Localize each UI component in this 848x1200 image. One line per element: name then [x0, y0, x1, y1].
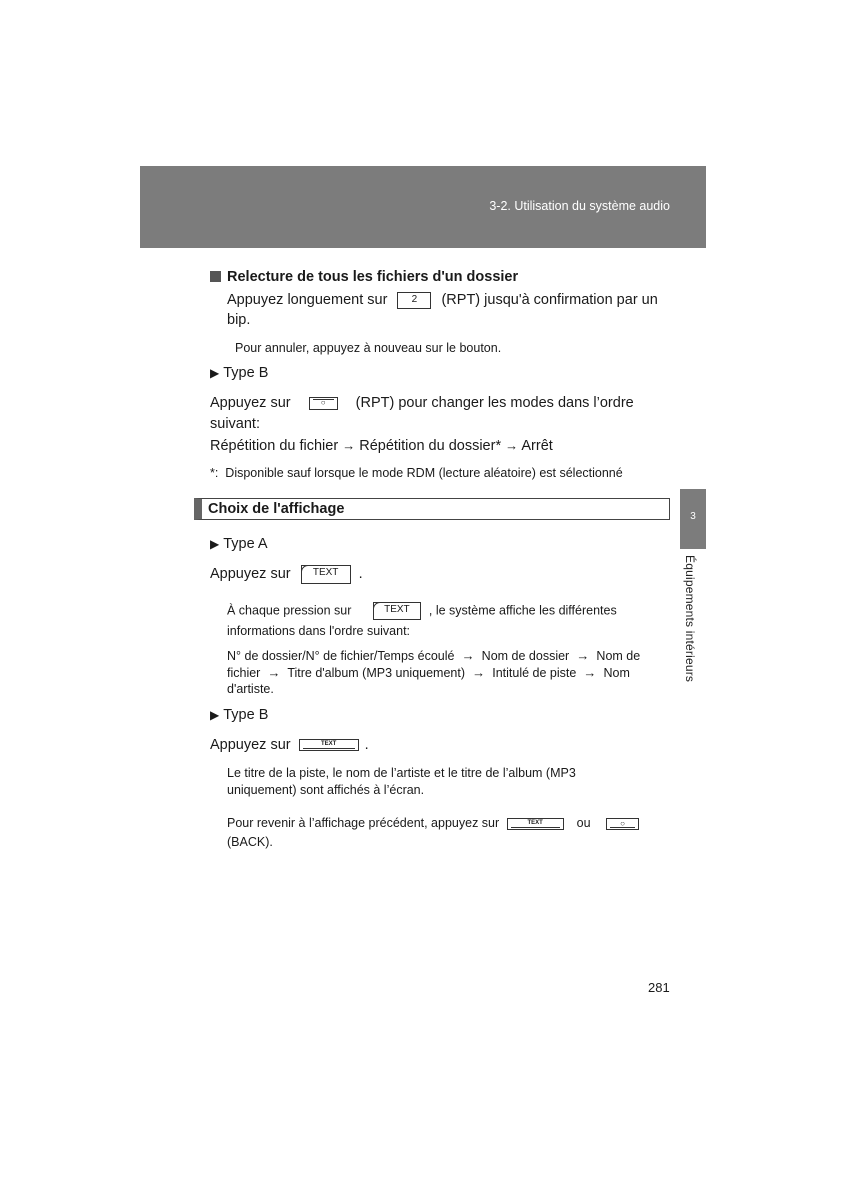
section-title-bar: [194, 498, 670, 520]
triangle-bullet-icon: ▶: [210, 366, 220, 380]
arrow-right-icon: →: [468, 665, 489, 680]
type-b-label: ▶ Type B: [210, 365, 269, 381]
instruction-type-a: Appuyez sur TEXT .: [210, 566, 363, 582]
type-b-label-2: ▶ Type B: [210, 707, 269, 723]
subsection-heading: Relecture de tous les fichiers d'un dossier: [210, 267, 518, 288]
text-button-flat-icon: TEXT: [299, 739, 359, 751]
section-title: Choix de l'affichage: [208, 501, 345, 517]
display-sequence-line1: N° de dossier/N° de fichier/Temps écoulé → Nom de dossier → Nom de: [227, 648, 641, 663]
arrow-right-icon: →: [342, 438, 356, 453]
type-a-each-press: À chaque pression sur TEXT , le système affiche les différentes: [227, 602, 667, 620]
text-button-flat-icon: TEXT: [507, 818, 564, 830]
square-bullet-icon: [210, 271, 221, 282]
instruction-type-b-text: Appuyez sur TEXT .: [210, 737, 369, 753]
instruction-type-b-line2: suivant:: [210, 416, 260, 432]
arrow-right-icon: →: [263, 665, 285, 680]
arrow-right-icon: →: [572, 648, 593, 663]
back-button-icon: ○: [606, 818, 639, 830]
instruction-rpt-end: bip.: [227, 312, 251, 328]
arrow-right-icon: →: [579, 665, 601, 680]
back-instruction: Pour revenir à l’affichage précédent, appuyez sur TEXT ou ○: [227, 815, 639, 833]
footnote: *: Disponible sauf lorsque le mode RDM (lecture aléatoire) est sélectionné: [210, 466, 623, 480]
chapter-number: 3: [690, 511, 696, 522]
display-sequence-line2: fichier → Titre d'album (MP3 uniquement) → Intitulé de piste → Nom: [227, 665, 630, 680]
display-sequence-line3: d'artiste.: [227, 682, 274, 696]
text-button-icon: TEXT: [373, 602, 421, 620]
instruction-rpt: Appuyez longuement sur 2 (RPT) jusqu'à confirmation par un: [227, 292, 658, 308]
type-a-label: ▶ Type A: [210, 536, 268, 552]
cancel-note: Pour annuler, appuyez à nouveau sur le bouton.: [235, 341, 502, 355]
triangle-bullet-icon: ▶: [210, 708, 220, 722]
chapter-header-bar: [140, 166, 706, 248]
arrow-right-icon: →: [457, 648, 479, 663]
rpt-button-icon: ○: [309, 397, 338, 410]
type-a-each-press-line2: informations dans l'ordre suivant:: [227, 624, 411, 638]
repeat-sequence: Répétition du fichier → Répétition du dossier* → Arrêt: [210, 438, 553, 454]
text-button-icon: TEXT: [301, 565, 351, 584]
instruction-type-b: Appuyez sur ○ (RPT) pour changer les modes dans l’ordre: [210, 395, 634, 411]
chapter-title: 3-2. Utilisation du système audio: [489, 199, 670, 213]
arrow-right-icon: →: [505, 438, 519, 453]
chapter-tab-label: Équipements intérieurs: [683, 555, 697, 683]
type-b-info-line2: uniquement) sont affichés à l’écran.: [227, 783, 425, 797]
page-number: 281: [648, 980, 670, 995]
button-2-icon: 2: [397, 292, 431, 309]
back-instruction-line2: (BACK).: [227, 835, 273, 849]
type-b-info-line1: Le titre de la piste, le nom de l’artiste et le titre de l’album (MP3: [227, 766, 576, 780]
chapter-tab: [680, 489, 706, 549]
triangle-bullet-icon: ▶: [210, 537, 220, 551]
